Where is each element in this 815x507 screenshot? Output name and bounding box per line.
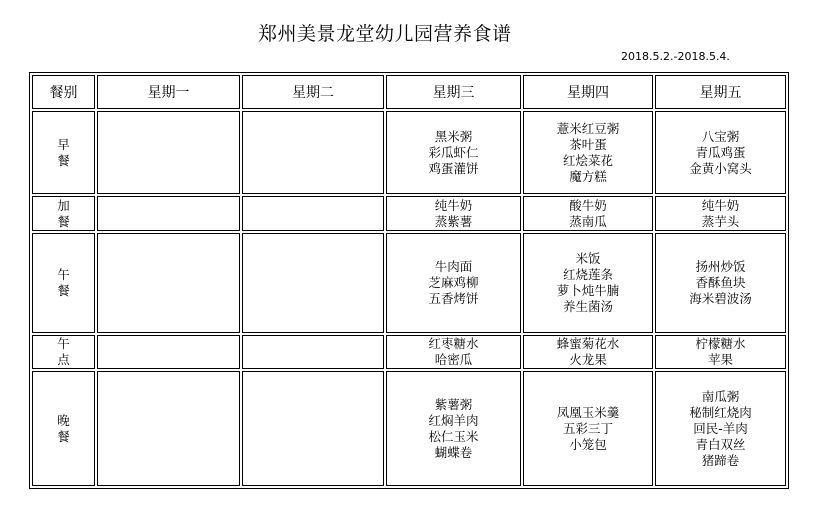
food-item: 萝卜炖牛腩	[556, 283, 620, 298]
menu-cell-tuesday	[242, 111, 384, 194]
food-item: 香酥鱼块	[695, 275, 746, 290]
menu-cell-thursday	[523, 335, 653, 369]
menu-cell-tuesday	[242, 233, 384, 333]
food-item: 蒸南瓜	[569, 213, 607, 229]
menu-cell-tuesday	[242, 196, 384, 231]
date-range: 2018.5.2.-2018.5.4.	[621, 50, 730, 63]
food-item: 海米碧波汤	[689, 291, 752, 306]
food-item: 青瓜鸡蛋	[695, 144, 746, 160]
food-item: 猪蹄卷	[701, 452, 740, 468]
meal-label-char: 餐	[57, 428, 70, 444]
food-item: 鸡蛋灌饼	[428, 160, 479, 176]
food-item: 青白双丝	[695, 436, 746, 452]
menu-cell-thursday	[523, 371, 653, 486]
menu-cell-thursday	[523, 111, 653, 194]
food-item: 松仁玉米	[428, 428, 479, 444]
meal-label-char: 加	[57, 197, 70, 213]
meal-row	[32, 111, 786, 194]
day-header-tuesday: 星期二	[242, 75, 384, 109]
food-item: 红枣糖水	[428, 336, 479, 351]
food-item: 蝴蝶卷	[434, 444, 473, 460]
meal-label	[32, 111, 95, 194]
menu-cell-thursday	[523, 196, 653, 231]
menu-cell-wednesday	[386, 111, 521, 194]
food-item: 五香烤饼	[428, 291, 479, 306]
food-item: 茶叶蛋	[569, 136, 607, 152]
menu-cell-friday	[655, 335, 786, 369]
food-item: 凤凰玉米羹	[556, 404, 620, 420]
meal-label-char: 午	[57, 267, 70, 282]
day-header-monday: 星期一	[97, 75, 240, 109]
food-item: 米饭	[575, 251, 601, 266]
menu-cell-monday	[97, 196, 240, 231]
menu-cell-monday	[97, 335, 240, 369]
food-item: 小笼包	[569, 436, 607, 452]
day-header-thursday: 星期四	[523, 75, 653, 109]
food-item: 养生菌汤	[562, 299, 613, 314]
food-item: 黑米粥	[434, 128, 473, 144]
day-header-friday: 星期五	[655, 75, 786, 109]
page-title: 郑州美景龙堂幼儿园营养食谱	[258, 23, 512, 45]
food-item: 扬州炒饭	[695, 259, 746, 274]
food-item: 纯牛奶	[701, 197, 740, 213]
food-item: 秘制红烧肉	[689, 404, 752, 420]
menu-cell-friday	[655, 233, 786, 333]
menu-cell-thursday	[523, 233, 653, 333]
food-item: 魔方糕	[569, 168, 607, 184]
food-item: 紫薯粥	[434, 396, 473, 412]
meal-label	[32, 196, 95, 231]
menu-cell-friday	[655, 111, 786, 194]
meal-row	[32, 233, 786, 333]
food-item: 哈密瓜	[434, 352, 473, 367]
menu-cell-wednesday	[386, 196, 521, 231]
menu-cell-tuesday	[242, 335, 384, 369]
meal-row	[32, 196, 786, 231]
meal-row	[32, 335, 786, 369]
food-item: 南瓜粥	[701, 388, 740, 404]
meal-label	[32, 371, 95, 486]
meal-label-char: 餐	[57, 213, 70, 229]
food-item: 回民-羊肉	[693, 420, 748, 436]
food-item: 柠檬糖水	[695, 336, 746, 351]
menu-cell-tuesday	[242, 371, 384, 486]
food-item: 纯牛奶	[434, 197, 473, 213]
food-item: 红烩菜花	[562, 152, 613, 168]
menu-cell-monday	[97, 371, 240, 486]
menu-cell-wednesday	[386, 233, 521, 333]
food-item: 五彩三丁	[562, 420, 613, 436]
food-item: 酸牛奶	[569, 197, 607, 213]
food-item: 红焖羊肉	[428, 412, 479, 428]
food-item: 八宝粥	[701, 128, 740, 144]
menu-cell-friday	[655, 371, 786, 486]
food-item: 红烧莲条	[562, 267, 613, 282]
menu-cell-monday	[97, 233, 240, 333]
meal-label-char: 餐	[57, 152, 70, 168]
food-item: 蒸紫薯	[434, 213, 473, 229]
meal-label-char: 午	[57, 336, 70, 351]
meal-column-header: 餐别	[32, 75, 95, 109]
meal-label	[32, 335, 95, 369]
meal-label-char: 餐	[57, 283, 70, 298]
food-item: 蒸芋头	[701, 213, 740, 229]
food-item: 金黄小窝头	[689, 160, 752, 176]
food-item: 彩瓜虾仁	[428, 144, 479, 160]
meal-row	[32, 371, 786, 486]
menu-cell-wednesday	[386, 335, 521, 369]
food-item: 牛肉面	[434, 259, 473, 274]
meal-label-char: 点	[57, 352, 70, 367]
menu-cell-friday	[655, 196, 786, 231]
header-row	[32, 75, 786, 109]
meal-label-char: 早	[57, 136, 70, 152]
menu-table	[29, 72, 789, 489]
menu-cell-wednesday	[386, 371, 521, 486]
food-item: 蜂蜜菊花水	[556, 336, 620, 351]
food-item: 芝麻鸡柳	[428, 275, 479, 290]
meal-label	[32, 233, 95, 333]
meal-label-char: 晚	[57, 412, 70, 428]
day-header-wednesday: 星期三	[386, 75, 521, 109]
menu-cell-monday	[97, 111, 240, 194]
food-item: 苹果	[707, 352, 733, 367]
food-item: 火龙果	[569, 352, 607, 367]
food-item: 薏米红豆粥	[556, 120, 620, 136]
